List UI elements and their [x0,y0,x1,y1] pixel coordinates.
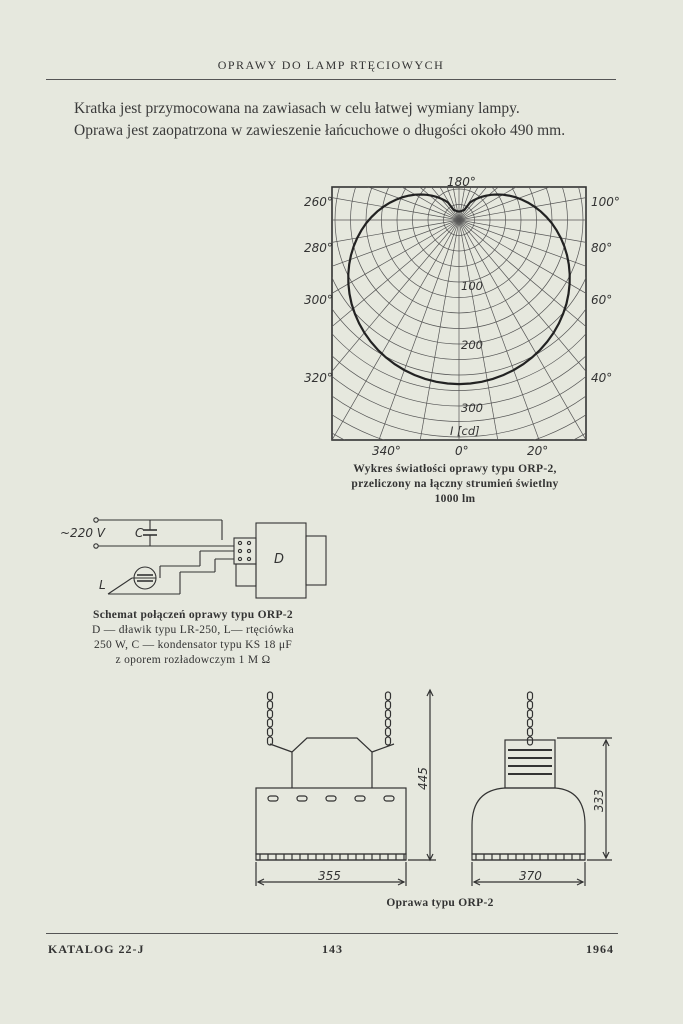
chain-link [528,719,533,727]
chain-link [528,692,533,700]
chain-link [386,728,391,736]
footer-rule [46,933,618,934]
polar-grid-ray [459,10,683,220]
chain-right [386,692,391,745]
vent-slot [355,796,365,801]
chain-link [528,701,533,709]
footer-catalog: KATALOG 22-J [48,942,145,956]
grate-strip [472,854,585,860]
polar-grid-ray [459,147,683,220]
chain-link [386,692,391,700]
capacitor-label: C [135,526,144,540]
angle-label-80: 80° [591,241,613,255]
schematic-caption-line-4: z oporem rozładowczym 1 M Ω [115,654,271,666]
polar-caption-line-3: 1000 lm [434,493,476,505]
fixture-side-view [472,692,612,886]
angle-label-40: 40° [591,371,613,385]
angle-label-0: 0° [455,444,469,458]
unit-label: I [cd] [450,424,480,438]
choke-housing [505,740,555,788]
vent-slot [268,796,278,801]
lamp-label: L [99,578,106,592]
radial-label-300: 300 [461,401,483,415]
polar-chart-caption [300,462,610,507]
polar-grid-ray [95,220,459,430]
chain-link [528,737,533,745]
angle-label-60: 60° [591,293,613,307]
polar-chart [39,0,683,640]
chain-link [386,719,391,727]
chain-link [268,728,273,736]
chain-link [386,710,391,718]
angle-label-260: 260° [304,195,333,209]
angle-label-320: 320° [304,371,333,385]
chain-link [386,737,391,745]
polar-grid-ray [459,220,683,430]
chain-link [528,710,533,718]
chain-link [268,737,273,745]
fixture-front-view [256,690,436,886]
side-reflector [472,788,585,854]
polar-grid-ray [45,147,459,220]
angle-label-100: 100° [591,195,620,209]
paragraph-1: Kratka jest przymocowana na zawiasach w celu łatwej wymiany lampy. [74,100,520,117]
angle-label-280: 280° [304,241,333,255]
chain-link [528,728,533,736]
choke-label: D [274,552,285,567]
polar-grid-ray [249,220,459,584]
polar-grid-ray [459,76,683,220]
polar-caption-line-1: Wykres światłości oprawy typu ORP-2, [353,463,557,475]
dim-height-front: 445 [416,767,430,790]
dim-width-front: 355 [318,869,341,883]
chain-link [268,719,273,727]
paragraph-2: Oprawa jest zaopatrzona w zawieszenie łańcuchowe o długości około 490 mm. [74,122,566,139]
polar-grid-ray [45,220,459,293]
polar-caption-line-2: przeliczony na łączny strumień świetlny [351,478,559,490]
angle-label-20: 20° [527,444,549,458]
dim-width-side: 370 [519,869,542,883]
page-header: OPRAWY DO LAMP RTĘCIOWYCH [217,58,445,72]
schematic-caption-line-3: 250 W, C — kondensator typu KS 18 μF [93,639,293,651]
polar-grid-ray [95,10,459,220]
vent-slot [297,796,307,801]
page-number: 143 [322,942,343,956]
side-lamp-grate [472,854,585,860]
dim-height-side: 333 [592,789,606,812]
vent-slot [384,796,394,801]
angle-label-180: 180° [447,175,476,189]
voltage-label: ~220 V [60,526,105,540]
polar-grid-ray [386,220,459,634]
polar-grid-ray [459,220,683,364]
fixture-caption: Oprawa typu ORP-2 [386,897,494,909]
radial-label-100: 100 [461,279,483,293]
chain-link [268,701,273,709]
chain-link [386,701,391,709]
schematic-caption-line-2: D — dławik typu LR-250, L— rtęciówka [91,624,295,636]
wiring-schematic [94,518,326,598]
vent-slot [326,796,336,801]
chain-side [528,692,533,745]
angle-label-300: 300° [304,293,333,307]
polar-grid-ray [459,220,683,293]
terminal-bottom [94,544,98,548]
lamp-grate [256,854,406,860]
schematic-caption [48,608,338,668]
grate-strip [256,854,406,860]
footer-year: 1964 [586,942,614,956]
vent-slots [268,796,394,801]
radial-label-200: 200 [461,338,483,352]
schematic-caption-line-1: Schemat połączeń oprawy typu ORP-2 [93,609,293,621]
polar-grid-ray [459,220,669,584]
chain-link [268,692,273,700]
terminal-top [94,518,98,522]
chain-left [268,692,273,745]
terminal-block [234,538,256,564]
chain-link [268,710,273,718]
angle-label-340: 340° [372,444,401,458]
polar-grid-ray [137,220,459,490]
